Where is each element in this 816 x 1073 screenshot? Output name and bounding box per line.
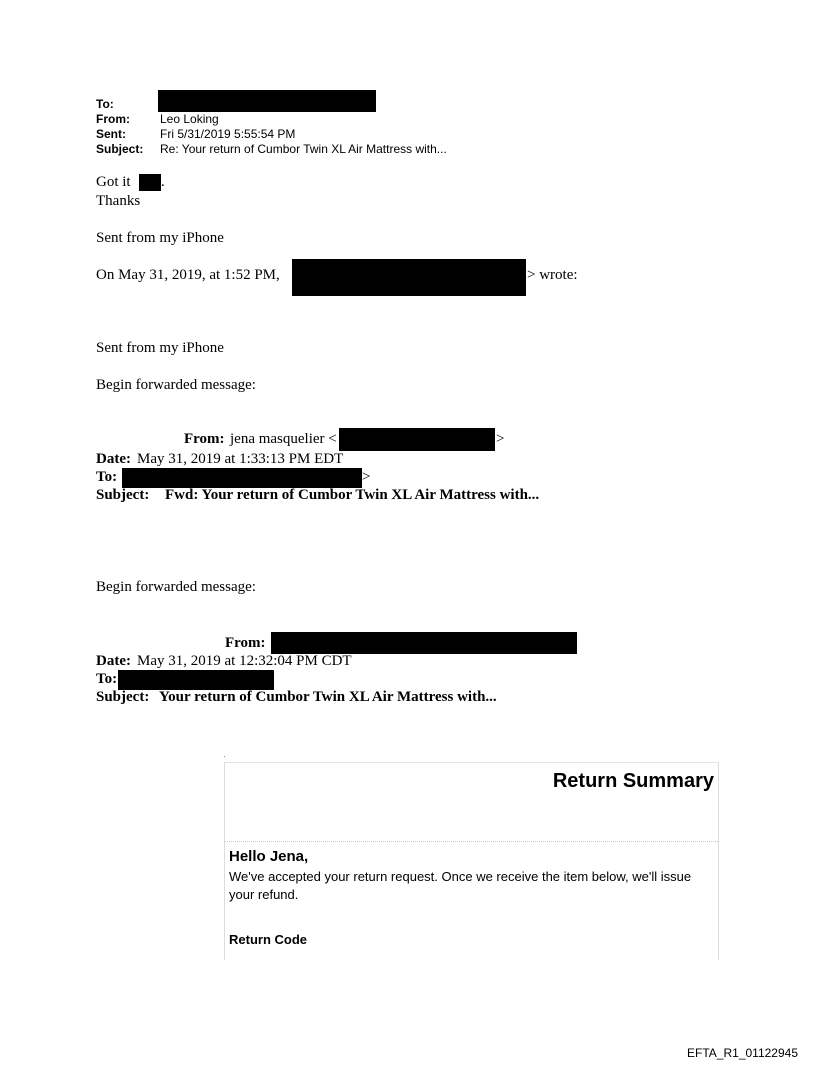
redaction-sender [292,259,526,296]
greeting: Hello Jena, [229,848,309,865]
begin-forwarded-1: Begin forwarded message: [96,377,256,393]
subject-value: Re: Your return of Cumbor Twin XL Air Mattress with... [160,142,447,156]
fwd1-date-label: Date: [96,451,131,467]
fwd1-from-tail: > [496,431,505,447]
card-divider [225,841,718,842]
fwd1-from-label: From: [184,431,225,447]
got-it-text: Got it [96,174,131,190]
sent-value: Fri 5/31/2019 5:55:54 PM [160,127,296,141]
thanks-text: Thanks [96,193,141,209]
fwd1-from-value: jena masquelier < [230,431,337,447]
return-summary-title: Return Summary [552,770,714,792]
redaction-fwd2-to [118,670,274,690]
fwd2-subject-value: Your return of Cumbor Twin XL Air Mattress with... [159,689,497,705]
redaction-fwd2-from [271,632,577,654]
sent-label: Sent: [96,127,126,141]
begin-forwarded-2: Begin forwarded message: [96,579,256,595]
fwd2-to-label: To: [96,671,118,687]
wrote-text: > wrote: [527,267,578,283]
from-value: Leo Loking [160,112,219,126]
fwd2-from-label: From: [225,635,266,651]
document-id: EFTA_R1_01122945 [687,1046,798,1060]
fwd1-to-label: To: [96,469,118,485]
fwd2-date-label: Date: [96,653,131,669]
fwd1-subject-value: Fwd: Your return of Cumbor Twin XL Air Mattress with... [165,487,540,503]
to-label: To: [96,97,114,111]
sent-from-iphone: Sent from my iPhone [96,230,224,246]
return-code-label: Return Code [229,932,307,947]
subject-label: Subject: [96,142,144,156]
fwd2-date-value: May 31, 2019 at 12:32:04 PM CDT [137,653,352,669]
redaction-to [158,90,376,112]
got-it-period: . [161,174,165,190]
return-message: We've accepted your return request. Once we receive the item below, we'll issue your refund. [229,869,692,902]
fwd1-subject-label: Subject: [96,487,150,503]
fwd1-to-tail: > [362,469,371,485]
stray-dot [224,756,225,757]
sent-from-iphone-2: Sent from my iPhone [96,340,224,356]
on-date-prefix: On May 31, 2019, at 1:52 PM, [96,267,280,283]
fwd2-subject-label: Subject: [96,689,150,705]
fwd1-date-value: May 31, 2019 at 1:33:13 PM EDT [137,451,344,467]
redaction-name [139,174,161,191]
redaction-fwd1-email [339,428,495,451]
return-summary-card [224,762,719,960]
redaction-fwd1-to [122,468,362,488]
from-label: From: [96,112,130,126]
